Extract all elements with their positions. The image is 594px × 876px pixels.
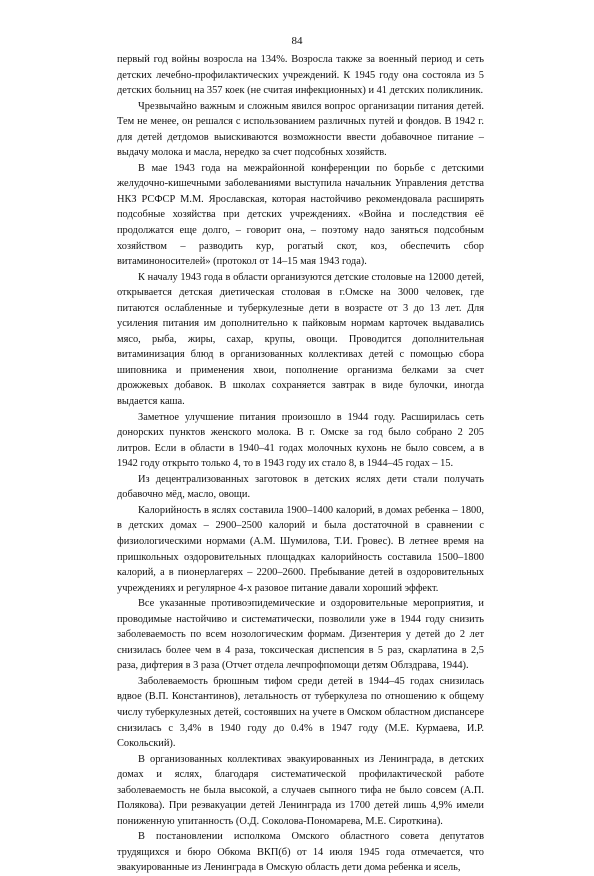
paragraph: первый год войны возросла на 134%. Возросла также за военный период и сеть детских лечебно-профилактических учреждений. К 1945 году она состояла из 5 детских больниц на 357 коек (не считая инфекционных) и 41 детских поликлиник.	[117, 54, 484, 97]
paragraph: Чрезвычайно важным и сложным явился вопрос организации питания детей. Тем не менее, он решался с использованием различных путей и фондов. В 1942 г. для детей детдомов выискиваются возможности ввести добавочное питание – выдачу молока и масла, нередко за счет подсобных хозяйств.	[117, 100, 484, 159]
paragraph: К началу 1943 года в области организуются детские столовые на 12000 детей, открывается детская диетическая столовая в г.Омске на 3000 человек, где питаются ослабленные и туберкулезные дети в возрасте от 3 до 13 лет. Для усиления питания им дополнительно к пайковым нормам карточек выдавались мясо, рыба, жиры, сахар, крупы, овощи. Проводится дополнительная витаминизация блюд в организованных коллективах детей с помощью сбора шиповника и применения хвои, пополнение организма белками за счет дрожжевых добавок. В школах сохраняется завтрак в виде булочки, иногда выдается каша.	[117, 271, 484, 408]
paragraph: В постановлении исполкома Омского областного совета депутатов трудящихся и бюро Обкома ВКП(б) от 14 июля 1945 года отмечается, что эвакуированные из Ленинграда в Омскую область дети дома ребенка и ясель,	[117, 831, 484, 874]
paragraph: Заболеваемость брюшным тифом среди детей в 1944–45 годах снизилась вдвое (В.П. Константинов), летальность от туберкулеза по отношению к общему числу туберкулезных детей, состоявших на учете в Омском областном диспансере снизилась с 3,4% в 1940 году до 0.4% в 1947 году (М.Е. Курмаева, И.Р. Сокольский).	[117, 675, 484, 750]
paragraph: Из децентрализованных заготовок в детских яслях дети стали получать добавочно мёд, масло, овощи.	[117, 473, 484, 501]
page-number: 84	[291, 35, 303, 47]
paragraph: В мае 1943 года на межрайонной конференции по борьбе с детскими желудочно-кишечными заболеваниями выступила начальник Управления детства НКЗ РСФСР М.М. Ярославская, которая настойчиво рекомендовала расширять подсобные хозяйства при детских учреждениях. «Война и последствия её продолжатся еще долго, – говорит она, – поэтому надо заняться подсобным хозяйством – разводить кур, рогатый скот, коз, обеспечить сбор витаминоносителей» (протокол от 14–15 мая 1943 года).	[117, 162, 484, 268]
paragraph: Заметное улучшение питания произошло в 1944 году. Расширилась сеть донорских пунктов женского молока. В г. Омске за год было собрано 2 205 литров. Если в области в 1940–41 годах молочных кухонь не было совсем, а в 1942 году открыто только 4, то в 1943 году их стало 8, в 1944–45 годах – 15.	[117, 411, 484, 470]
paragraph: Все указанные противоэпидемические и оздоровительные мероприятия, и проводимые настойчиво и систематически, позволили уже в 1944 году снизить заболеваемость по всем нозологическим формам. Дизентерия у детей до 2 лет снизилась более чем в 4 раза, токсическая диспепсия в 5 раз, скарлатина в 2,5 раза, дифтерия в 3 раза (Отчет отдела лечпрофпомощи детям Облздрава, 1944).	[117, 598, 484, 672]
page-body	[117, 52, 484, 876]
paragraph: В организованных коллективах эвакуированных из Ленинграда, в детских домах и яслях, благодаря систематической профилактической работе заболеваемость не была высокой, а случаев сыпного тифа не было совсем (А.П. Полякова). При реэвакуации детей Ленинграда из 1700 детей лишь 4,9% имели пониженную упитанность (О.Д. Соколова-Пономарева, М.Е. Сироткина).	[117, 753, 484, 827]
paragraph: Калорийность в яслях составила 1900–1400 калорий, в домах ребенка – 1800, в детских домах – 2900–2500 калорий и была достаточной в сравнении с физиологическими нормами (А.М. Шумилова, Т.И. Гровес). В летнее время на пришкольных оздоровительных площадках калорийность составила 1500–1800 калорий, а в пионерлагерях – 2200–2600. Пребывание детей в оздоровительных учреждениях и регулярное 4-х разовое питание давали хороший эффект.	[117, 504, 484, 594]
